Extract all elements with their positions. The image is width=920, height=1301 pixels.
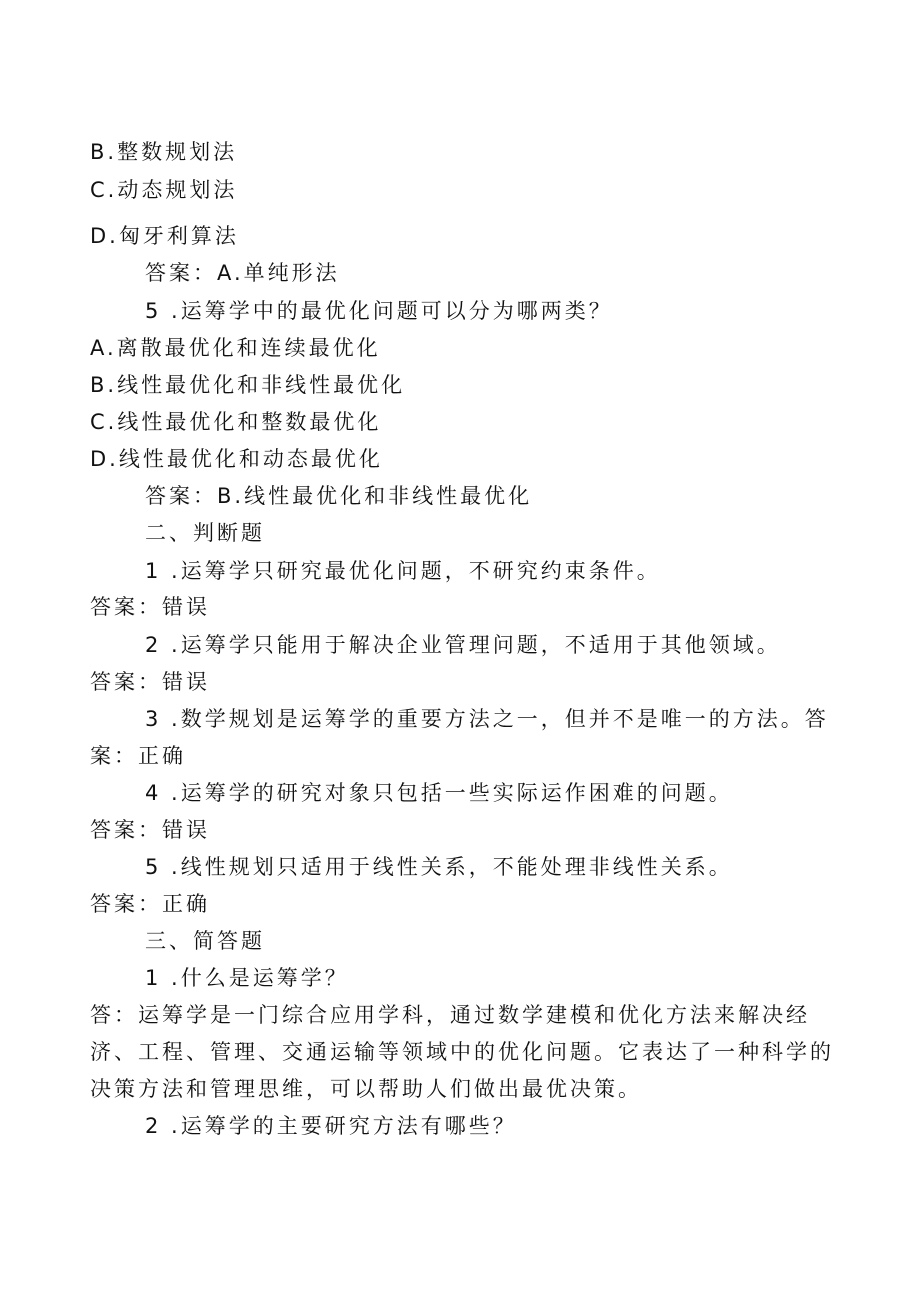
question-line: 2 .运筹学只能用于解决企业管理问题，不适用于其他领域。 xyxy=(145,633,781,657)
question-line: 5 .线性规划只适用于线性关系，不能处理非线性关系。 xyxy=(145,855,733,879)
option-d: D.线性最优化和动态最优化 xyxy=(90,447,383,471)
answer-line: 答案：正确 xyxy=(90,892,210,916)
answer-paragraph-line: 答：运筹学是一门综合应用学科，通过数学建模和优化方法来解决经 xyxy=(90,1003,810,1027)
answer-line: 答案：A.单纯形法 xyxy=(145,261,340,285)
question-line: 2 .运筹学的主要研究方法有哪些？ xyxy=(145,1114,517,1138)
option-c: C.动态规划法 xyxy=(90,178,238,202)
answer-line: 答案：错误 xyxy=(90,595,210,619)
option-b: B.线性最优化和非线性最优化 xyxy=(90,373,406,397)
answer-paragraph-line: 济、工程、管理、交通运输等领域中的优化问题。它表达了一种科学的 xyxy=(90,1040,834,1064)
option-c: C.线性最优化和整数最优化 xyxy=(90,410,382,434)
question-line: 4 .运筹学的研究对象只包括一些实际运作困难的问题。 xyxy=(145,781,733,805)
answer-line: 答案：错误 xyxy=(90,818,210,842)
question-line: 1 .什么是运筹学？ xyxy=(145,966,349,990)
option-b: B.整数规划法 xyxy=(90,140,238,164)
answer-line: 案：正确 xyxy=(90,744,186,768)
option-d: D.匈牙利算法 xyxy=(90,224,239,248)
section-heading: 三、简答题 xyxy=(145,929,265,953)
question-line: 5 .运筹学中的最优化问题可以分为哪两类？ xyxy=(145,299,613,323)
answer-paragraph-line: 决策方法和管理思维，可以帮助人们做出最优决策。 xyxy=(90,1077,642,1101)
question-line: 3 .数学规划是运筹学的重要方法之一，但并不是唯一的方法。答 xyxy=(145,707,829,731)
question-line: 1 .运筹学只研究最优化问题，不研究约束条件。 xyxy=(145,559,661,583)
answer-line: 答案：错误 xyxy=(90,670,210,694)
answer-line: 答案：B.线性最优化和非线性最优化 xyxy=(145,484,533,508)
section-heading: 二、判断题 xyxy=(145,521,265,545)
option-a: A.离散最优化和连续最优化 xyxy=(90,336,381,360)
